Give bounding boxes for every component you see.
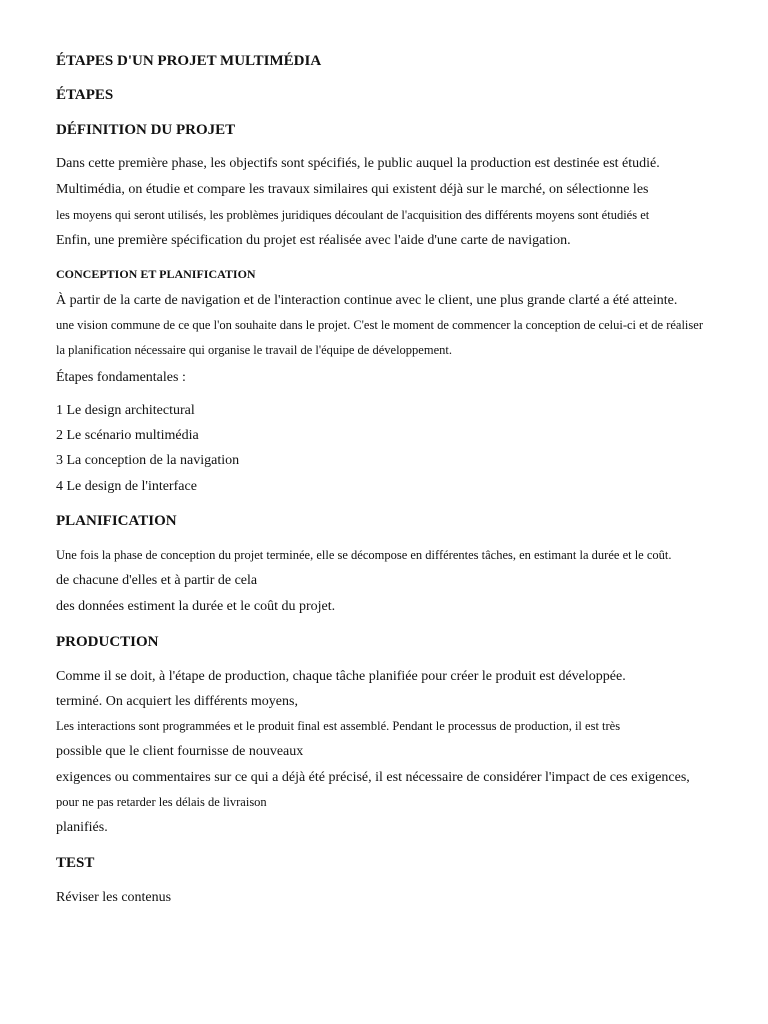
paragraph-line: planifiés. — [56, 820, 108, 835]
paragraph-line: de chacune d'elles et à partir de cela — [56, 573, 258, 588]
paragraph-line: les moyens qui seront utilisés, les problèmes juridiques découlant de l'acquisition des différents moyens sont étudiés et — [56, 208, 650, 222]
paragraph-line: Les interactions sont programmées et le produit final est assemblé. Pendant le processus de production, il est très — [56, 719, 621, 733]
section-heading-test: TEST — [56, 855, 95, 871]
paragraph-line: des données estiment la durée et le coût du projet. — [56, 599, 336, 614]
list-item: 2 Le scénario multimédia — [56, 428, 199, 443]
paragraph-line: Une fois la phase de conception du projet terminée, elle se décompose en différentes tâches, en estimant la durée et le coût. — [56, 548, 672, 562]
steps-label: Étapes fondamentales : — [56, 370, 186, 385]
list-item: 4 Le design de l'interface — [56, 479, 197, 494]
paragraph-line: une vision commune de ce que l'on souhaite dans le projet. C'est le moment de commencer la conception de celui-ci et de réaliser — [56, 318, 703, 332]
paragraph-line: Enfin, une première spécification du projet est réalisée avec l'aide d'une carte de navigation. — [56, 233, 571, 248]
section-heading-production: PRODUCTION — [56, 634, 159, 650]
section-heading-etapes: ÉTAPES — [56, 87, 114, 103]
paragraph-line: Comme il se doit, à l'étape de production, chaque tâche planifiée pour créer le produit est développée. — [56, 669, 626, 684]
paragraph-line: terminé. On acquiert les différents moyens, — [56, 694, 298, 709]
paragraph-line: la planification nécessaire qui organise le travail de l'équipe de développement. — [56, 343, 452, 357]
paragraph-line: Dans cette première phase, les objectifs sont spécifiés, le public auquel la production est destinée est étudié. — [56, 156, 660, 171]
section-heading-definition: DÉFINITION DU PROJET — [56, 122, 236, 138]
document-title: ÉTAPES D'UN PROJET MULTIMÉDIA — [56, 53, 322, 69]
paragraph-line: pour ne pas retarder les délais de livraison — [56, 795, 267, 809]
paragraph-line: Multimédia, on étudie et compare les travaux similaires qui existent déjà sur le marché, on sélectionne les — [56, 182, 649, 197]
paragraph-line: Réviser les contenus — [56, 890, 172, 905]
section-heading-conception: CONCEPTION ET PLANIFICATION — [56, 267, 256, 281]
paragraph-line: À partir de la carte de navigation et de l'interaction continue avec le client, une plus grande clarté a été atteinte. — [56, 293, 678, 308]
section-heading-planification: PLANIFICATION — [56, 513, 177, 529]
paragraph-line: exigences ou commentaires sur ce qui a déjà été précisé, il est nécessaire de considérer l'impact de ces exigences, — [56, 770, 690, 785]
list-item: 1 Le design architectural — [56, 403, 195, 418]
list-item: 3 La conception de la navigation — [56, 453, 240, 468]
paragraph-line: possible que le client fournisse de nouveaux — [56, 744, 304, 759]
